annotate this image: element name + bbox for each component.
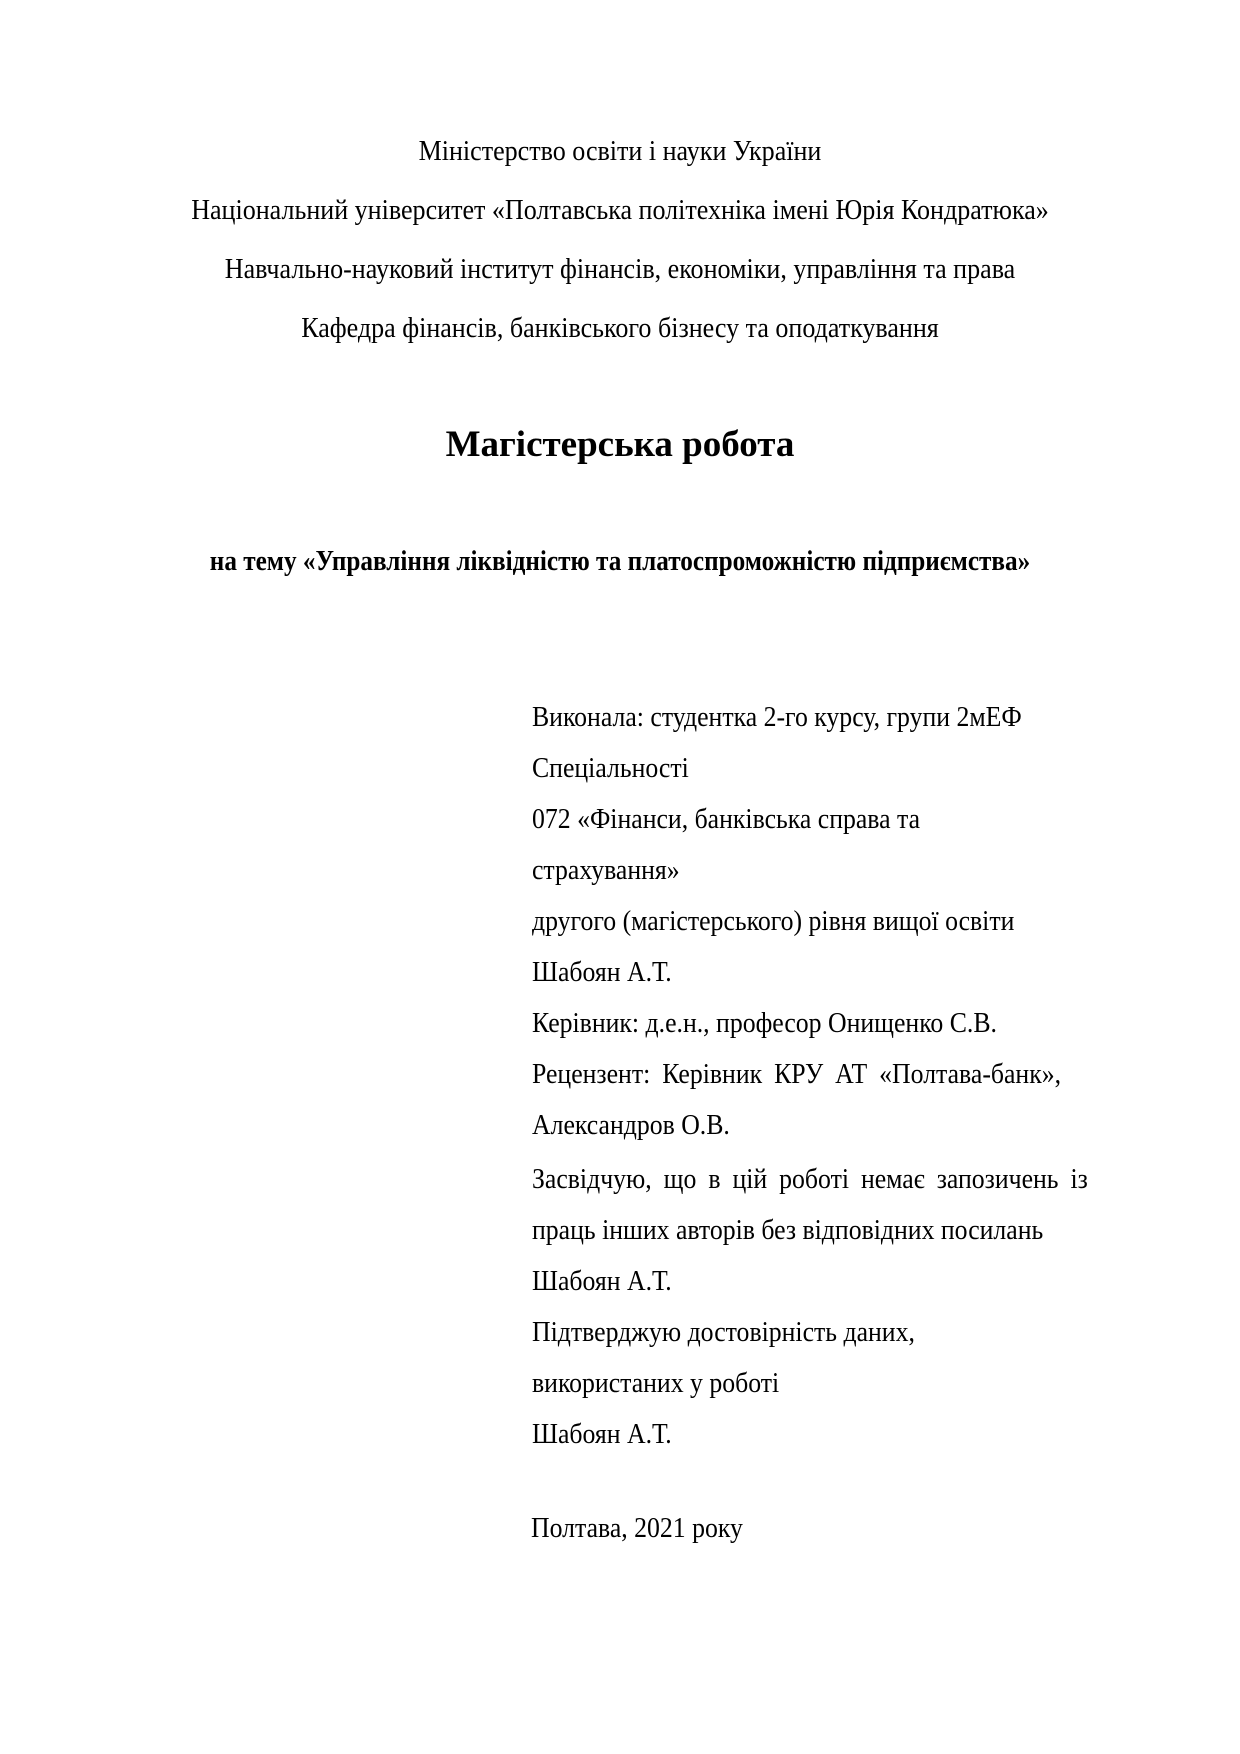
reviewer: Рецензент: Керівник КРУ АТ «Полтава-банк», xyxy=(532,1059,1062,1090)
author-performed-by: Виконала: студентка 2-го курсу, групи 2мЕФ xyxy=(532,702,1022,733)
author-specialty-label: Спеціальності xyxy=(532,753,689,784)
reviewer-name: Александров О.В. xyxy=(532,1110,730,1141)
supervisor: Керівник: д.е.н., професор Онищенко С.В. xyxy=(532,1008,997,1039)
author-education-level: другого (магістерського) рівня вищої освіти xyxy=(532,906,1015,937)
department-name: Кафедра фінансів, банківського бізнесу та оподаткування xyxy=(301,313,939,344)
ministry-name: Міністерство освіти і науки України xyxy=(418,136,822,167)
document-title: Магістерська робота xyxy=(445,424,795,465)
declaration-data-validity: Підтверджую достовірність даних, xyxy=(532,1317,915,1348)
institution-header xyxy=(0,122,1240,358)
author-specialty-name-cont: страхування» xyxy=(532,855,680,886)
thesis-topic: на тему «Управління ліквідністю та платоспроможністю підприємства» xyxy=(209,546,1031,577)
author-name: Шабоян А.Т. xyxy=(532,957,672,988)
declaration-signature-1: Шабоян А.Т. xyxy=(532,1266,672,1297)
declaration-signature-2: Шабоян А.Т. xyxy=(532,1419,672,1450)
declaration-block xyxy=(532,1154,1192,1460)
author-info-block xyxy=(532,692,1192,1151)
declaration-originality: Засвідчую, що в цій роботі немає запозичень із xyxy=(532,1164,1088,1195)
author-specialty-name: 072 «Фінанси, банківська справа та xyxy=(532,804,921,835)
declaration-originality-cont: праць інших авторів без відповідних посилань xyxy=(532,1215,1044,1246)
institute-name: Навчально-науковий інститут фінансів, економіки, управління та права xyxy=(224,254,1016,285)
city-year: Полтава, 2021 року xyxy=(531,1513,743,1544)
university-name: Національний університет «Полтавська політехніка імені Юрія Кондратюка» xyxy=(191,195,1049,226)
declaration-data-validity-cont: використаних у роботі xyxy=(532,1368,780,1399)
